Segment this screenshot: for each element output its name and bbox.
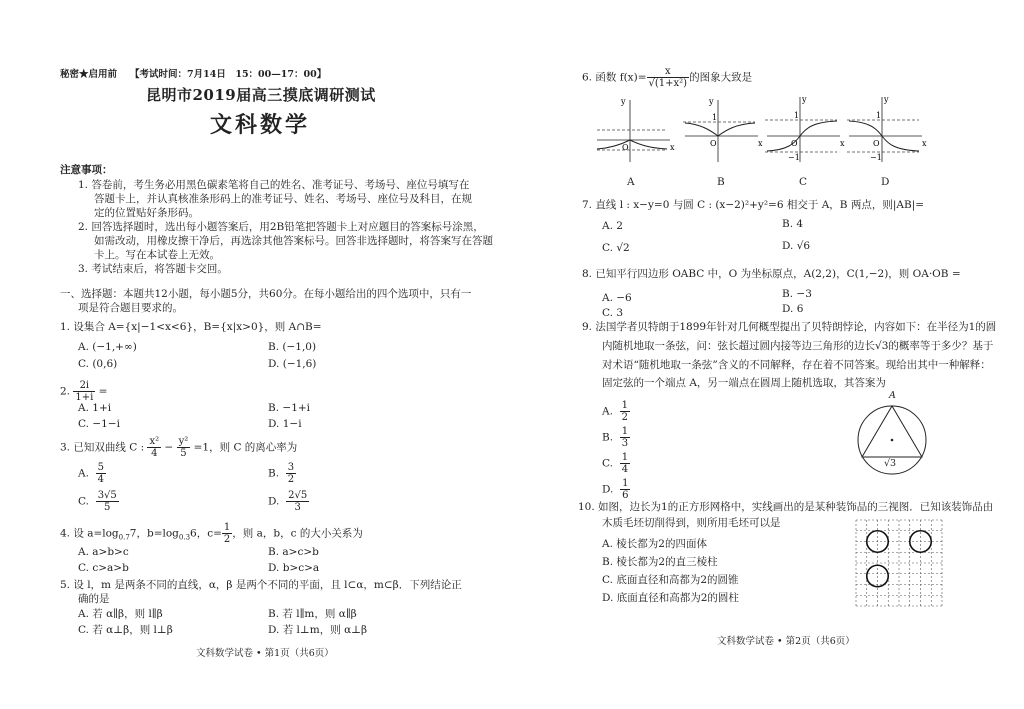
q4-option-c: C. c>a>b: [78, 562, 129, 574]
subject-title: 文科数学: [210, 112, 311, 138]
q2-option-c: C. −1−i: [78, 418, 120, 430]
q2-option-d: D. 1−i: [268, 418, 302, 430]
section-heading-cont: 项是符合题目要求的。: [78, 302, 183, 314]
q10-option-d: D. 底面直径和高都为2的圆柱: [602, 592, 739, 604]
secret-mark: 秘密★启用前: [60, 69, 118, 80]
q9-stem-cont: 内随机地取一条弦，问：弦长超过圆内接等边三角形的边长√3的概率等于多少？基于: [602, 340, 994, 352]
notice-line: 2. 回答选择题时，选出每小题答案后，用2B铅笔把答题卡上对应题目的答案标号涂黑，: [78, 221, 484, 233]
svg-text:1: 1: [794, 111, 800, 120]
q5-option-c: C. 若 α⊥β，则 l⊥β: [78, 624, 173, 636]
q4-option-b: B. a>c>b: [268, 546, 319, 558]
svg-text:−1: −1: [870, 153, 882, 162]
q2-option-a: A. 1+i: [78, 402, 112, 414]
q3-option-d: D. $\frac{2√5}{3}$: [268, 490, 308, 513]
q5-stem: 5. 设 l，m 是两条不同的直线，α，β 是两个不同的平面，且 l⊂α，m⊂β．下列结论正: [60, 579, 462, 591]
svg-text:y: y: [802, 95, 807, 104]
q9-option-a: A. $\frac{1}{2}$: [602, 400, 628, 423]
q8-option-c: C. 3: [602, 307, 624, 319]
svg-text:O: O: [710, 139, 717, 148]
notice-line: 答题卡上，并认真核准条形码上的准考证号、姓名、考场号、座位号及科目，在规: [94, 193, 472, 205]
q3-stem: 3. 已知双曲线 C : $\frac{\text{x²}}{4}$ − $\frac{\text{y²}}{5}$ =1，则 C 的离心率为: [60, 436, 298, 459]
q10-three-view-grid: [854, 518, 944, 608]
q10-option-a: A. 棱长都为2的四面体: [602, 538, 707, 550]
q3-option-b: B. $\frac{3}{2}$: [268, 462, 295, 485]
svg-text:y: y: [709, 97, 714, 106]
q7-option-b: B. 4: [782, 218, 804, 230]
q7-option-d: D. √6: [782, 240, 811, 252]
q6-graph-c: [765, 95, 845, 162]
q7-stem: 7. 直线 l : x−y=0 与圆 C : (x−2)²+y²=6 相交于 A，B 两点，则|AB|=: [582, 199, 925, 211]
notice-line: 1. 答卷前，考生务必用黑色碳素笔将自己的姓名、准考证号、考场号、座位号填写在: [78, 179, 470, 191]
q6-graphs: [592, 92, 932, 172]
svg-text:x: x: [670, 143, 675, 152]
q10-stem-cont: 木质毛坯切削得到，则所用毛坯可以是: [602, 517, 781, 529]
q9-side-label: √3: [884, 458, 897, 469]
q8-option-b: B. −3: [782, 288, 812, 300]
q7-option-a: A. 2: [602, 220, 623, 232]
svg-text:O: O: [791, 139, 798, 148]
q3-option-c: C. $\frac{3√5}{5}$: [78, 490, 117, 513]
q8-stem: 8. 已知平行四边形 OABC 中，O 为坐标原点，A(2,2)，C(1,−2)，则 OA·OB =: [582, 268, 961, 280]
q5-stem-cont: 确的是: [78, 593, 110, 605]
q10-option-b: B. 棱长都为2的直三棱柱: [602, 556, 718, 568]
notice-line: 如需改动，用橡皮擦干净后，再选涂其他答案标号。回答非选择题时，将答案写在答题: [94, 235, 493, 247]
q10-stem: 10. 如图，边长为1的正方形网格中，实线画出的是某种装饰品的三视图．已知该装饰品由: [578, 501, 994, 513]
q1-option-c: C. (0,6): [78, 358, 118, 370]
svg-text:x: x: [758, 139, 763, 148]
q2-option-b: B. −1+i: [268, 402, 311, 414]
svg-text:x: x: [922, 139, 927, 148]
svg-text:x: x: [840, 139, 845, 148]
q3-option-a: A. $\frac{5}{4}$: [78, 462, 104, 485]
notice-heading: 注意事项：: [60, 164, 113, 176]
svg-text:O: O: [873, 139, 880, 148]
q6-graph-a: [597, 97, 675, 162]
notice-line: 定的位置贴好条形码。: [94, 207, 199, 219]
q8-option-d: D. 6: [782, 303, 804, 315]
q5-option-d: D. 若 l⊥m，则 α⊥β: [268, 624, 368, 636]
q9-point-a: A: [889, 390, 896, 401]
q4-option-a: A. a>b>c: [78, 546, 129, 558]
q6-label-a: A: [627, 176, 635, 188]
q2-fraction: $\frac{2i}{1+i}$: [75, 380, 94, 403]
exam-time: 【考试时间：7月14日 15：00—17：00】: [130, 69, 327, 80]
q1-stem: 1. 设集合 A={x|−1<x<6}，B={x|x>0}，则 A∩B=: [60, 321, 322, 333]
q6-label-b: B: [717, 176, 725, 188]
q9-option-b: B. $\frac{1}{3}$: [602, 426, 629, 449]
svg-text:−1: −1: [788, 153, 800, 162]
exam-title: 昆明市2019届高三摸底调研测试: [146, 86, 376, 104]
q8-option-a: A. −6: [602, 292, 632, 304]
section-heading: 一、选择题：本题共12小题，每小题5分，共60分。在每小题给出的四个选项中，只有一: [60, 288, 472, 300]
page-footer-right: 文科数学试卷 • 第2页（共6页）: [717, 636, 855, 647]
q1-option-d: D. (−1,6): [268, 358, 317, 370]
page-footer-left: 文科数学试卷 • 第1页（共6页）: [196, 648, 334, 659]
q2-stem: 2. $\frac{2i}{1+i}$ =: [60, 380, 108, 403]
page-2: [512, 0, 1024, 709]
q6-label-d: D: [881, 176, 890, 188]
q1-option-b: B. (−1,0): [268, 341, 317, 353]
q6-label-c: C: [799, 176, 808, 188]
svg-text:1: 1: [876, 111, 882, 120]
q6-stem: 6. 函数 f(x)= $\frac{x}{\text{√(1+x²)}}$ 的图象大致是: [582, 66, 753, 89]
q5-option-b: B. 若 l∥m，则 α∥β: [268, 608, 357, 620]
q9-stem: 9. 法国学者贝特朗于1899年针对几何概型提出了贝特朗悖论，内容如下：在半径为1的圆: [582, 321, 997, 333]
q7-option-c: C. √2: [602, 242, 630, 254]
q5-option-a: A. 若 α∥β，则 l∥β: [78, 608, 163, 620]
q4-option-d: D. b>c>a: [268, 562, 320, 574]
notice-line: 卡上。写在本试卷上无效。: [94, 249, 220, 261]
svg-text:y: y: [884, 95, 889, 104]
q10-option-c: C. 底面直径和高都为2的圆锥: [602, 574, 739, 586]
svg-text:O: O: [622, 143, 629, 152]
q6-graph-b: [683, 97, 763, 162]
q1-option-a: A. (−1,+∞): [78, 341, 137, 353]
q9-stem-cont: 固定弦的一个端点 A，另一端点在圆周上随机选取，其答案为: [602, 377, 886, 389]
q9-option-c: C. $\frac{1}{4}$: [602, 452, 629, 475]
q9-option-d: D. $\frac{1}{6}$: [602, 478, 629, 501]
svg-text:1: 1: [712, 113, 718, 122]
q9-stem-cont: 对术语“随机地取一条弦”含义的不同解释，存在着不同答案。现给出其中一种解释：: [602, 359, 991, 371]
q6-graph-d: [847, 95, 927, 162]
svg-text:y: y: [621, 97, 626, 106]
notice-line: 3. 考试结束后，将答题卡交回。: [78, 263, 228, 275]
q4-stem: 4. 设 $a=\log_{0.7}7$，$b=\log_{0.3}6$，c= $\frac{1}{2}$ ，则 a，b，c 的大小关系为: [60, 522, 363, 545]
